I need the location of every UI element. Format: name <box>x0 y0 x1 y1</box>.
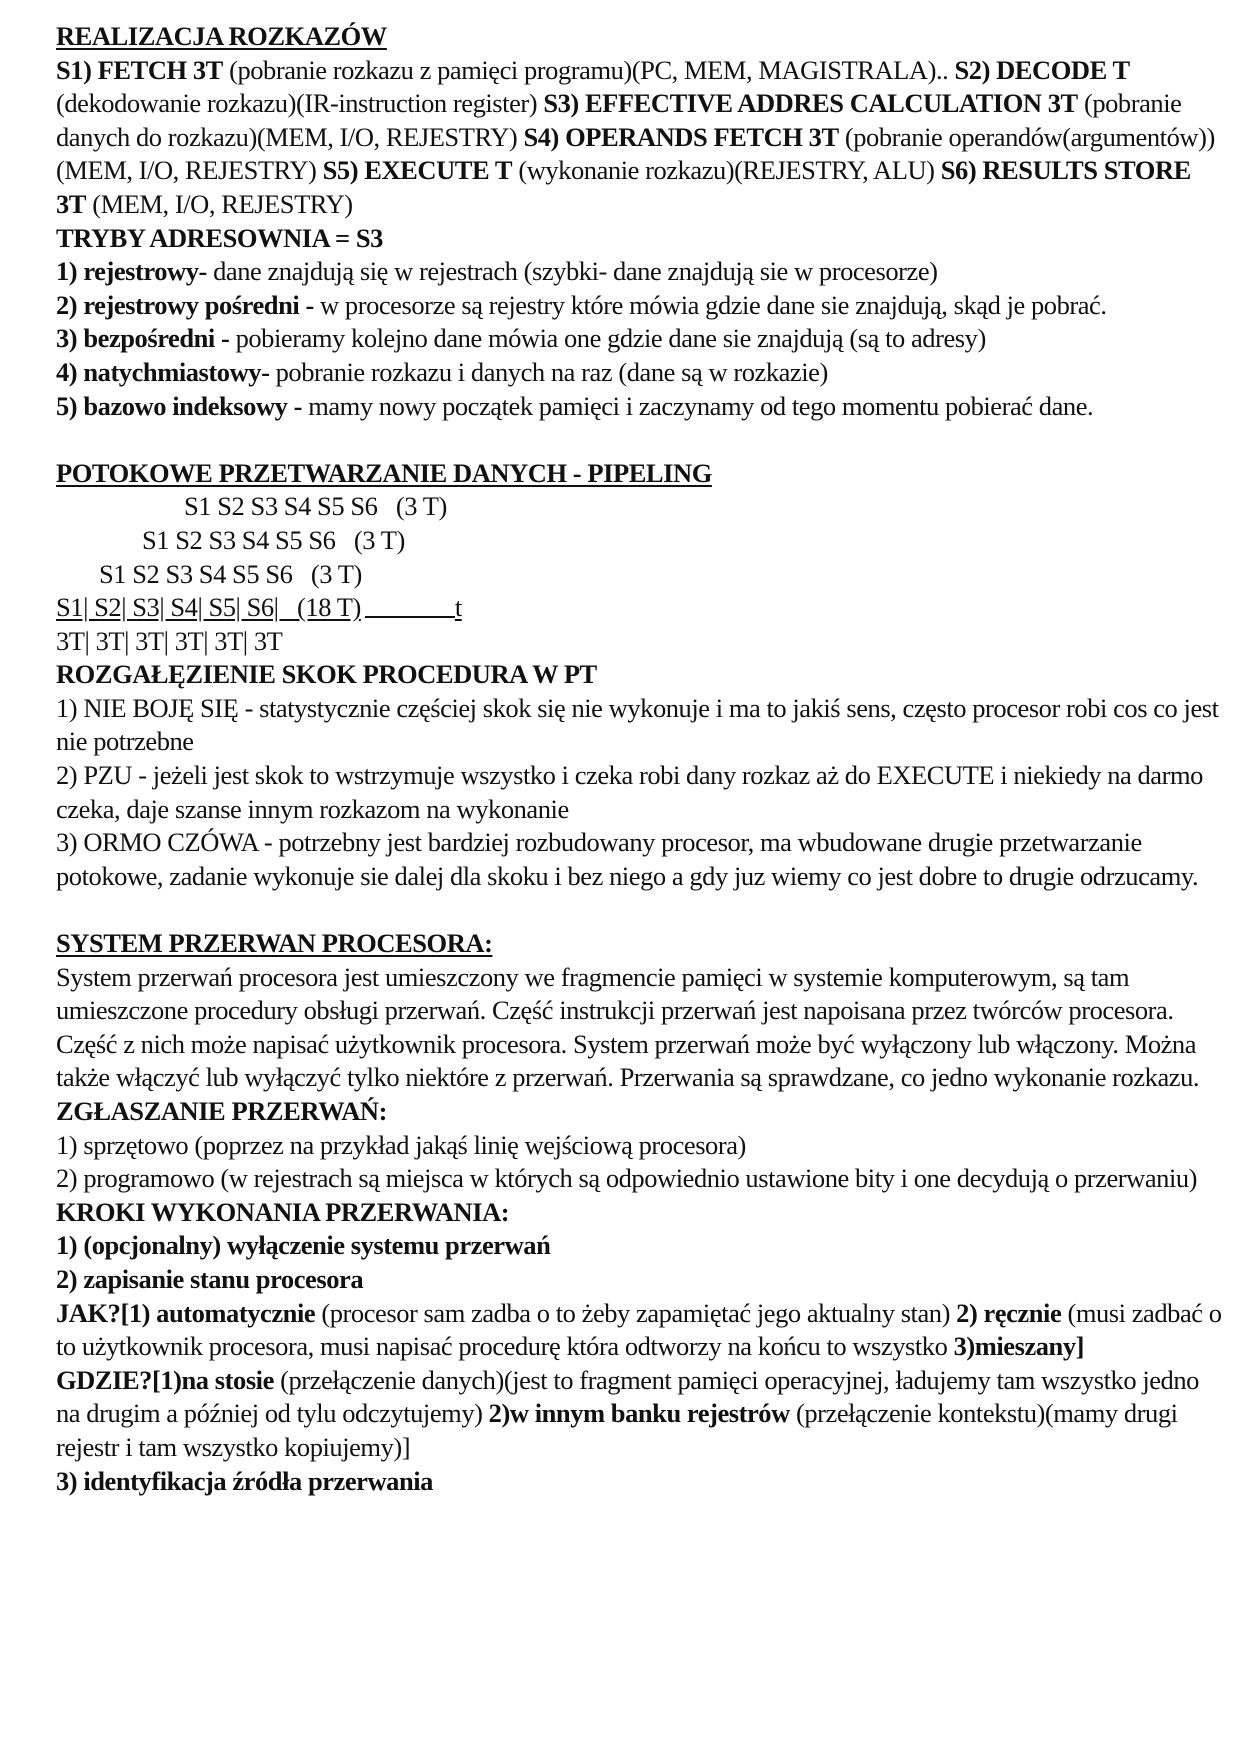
jak-label: 2) ręcznie <box>956 1297 1062 1328</box>
section-title-pipeline: POTOKOWE PRZETWARZANIE DANYCH - PIPELING <box>56 457 712 488</box>
time-axis-line <box>365 616 455 618</box>
jak-text: (musi zadbać o to użytkownik procesora, musi napisać procedurę która odtworzy na końcu to wszystko <box>56 1297 1222 1362</box>
spacer <box>56 893 1226 927</box>
stage-s3-label: S3) EFFECTIVE ADDRES CALCULATION 3T <box>543 88 1078 119</box>
section-title-zglaszanie: ZGŁASZANIE PRZERWAŃ: <box>56 1096 387 1126</box>
step-item: 1) (opcjonalny) wyłączenie systemu przerwań <box>56 1230 551 1261</box>
pipeline-row: S1 S2 S3 S4 S5 S6 (3 T) <box>142 524 405 555</box>
step-item: 2) zapisanie stanu procesora <box>56 1263 364 1294</box>
list-item <box>56 356 1226 390</box>
jak-label: 3)mieszany] <box>953 1331 1085 1362</box>
pipeline-total-text: S1| S2| S3| S4| S5| S6| (18 T) <box>56 592 361 623</box>
cycle-stages-paragraph <box>56 54 1226 222</box>
section-title-branch: ROZGAŁĘZIENIE SKOK PROCEDURA W PT <box>56 659 597 690</box>
stage-s5-label: S5) EXECUTE T <box>322 155 513 186</box>
section-title-realizacja: REALIZACJA ROZKAZÓW <box>56 21 387 51</box>
mode-label: 5) bazowo indeksowy - <box>56 390 303 421</box>
stage-s4-desc: (pobranie operandów(argumentów))(MEM, I/O, REJESTRY) <box>56 121 1215 186</box>
stage-s1-desc: (pobranie rozkazu z pamięci programu)(PC, MEM, MAGISTRALA).. <box>222 54 955 85</box>
gdzie-paragraph <box>56 1364 1226 1465</box>
stage-s4-label: S4) OPERANDS FETCH 3T <box>523 121 839 152</box>
pipeline-row: S1 S2 S3 S4 S5 S6 (3 T) <box>184 491 447 522</box>
gdzie-text: (przełączenie kontekstu)(mamy drugi rejestr i tam wszystko kopiujemy)] <box>56 1398 1178 1462</box>
list-item: 2) PZU - jeżeli jest skok to wstrzymuje wszystko i czeka robi dany rozkaz aż do EXECUTE i niekiedy na darmo czeka, daje szanse innym rozkazom na wykonanie <box>56 760 1203 824</box>
spacer <box>56 423 1226 457</box>
gdzie-label: GDZIE?[1)na stosie <box>56 1364 274 1395</box>
system-paragraph: System przerwań procesora jest umieszczony we fragmencie pamięci w systemie komputerowym, są tam umieszczone procedury obsługi przerwań. Część instrukcji przerwań jest napoisana przez twórców procesora. Część z nich może napisać użytkownik procesora. System przerwań może być wyłączony lub włączony. Można także włączyć lub wyłączyć tylko niektóre z przerwań. Przerwania są sprawdzane, co jedno wykonanie rozkazu. <box>56 961 1200 1093</box>
stage-s1-label: S1) FETCH 3T <box>56 54 223 85</box>
mode-text: pobranie rozkazu i danych na raz (dane są w rozkazie) <box>269 356 828 387</box>
mode-label: 3) bezpośredni - <box>56 323 230 354</box>
document-page <box>56 20 1226 1498</box>
stage-s3-desc: (pobranie danych do rozkazu)(MEM, I/O, REJESTRY) <box>56 88 1182 152</box>
mode-label: 1) rejestrowy- <box>56 256 207 287</box>
stage-s6-label: S6) RESULTS STORE 3T <box>56 155 1191 219</box>
list-item: 1) sprzętowo (poprzez na przykład jakąś linię wejściową procesora) <box>56 1129 746 1160</box>
stage-s2-label: S2) DECODE T <box>954 54 1130 85</box>
mode-text: w procesorze są rejestry które mówia gdzie dane sie znajdują, skąd je pobrać. <box>313 289 1107 320</box>
mode-label: 2) rejestrowy pośredni - <box>56 289 314 320</box>
jak-paragraph <box>56 1297 1226 1364</box>
pipeline-total-row <box>56 591 1226 625</box>
list-item <box>56 289 1226 323</box>
pipeline-time-row: 3T| 3T| 3T| 3T| 3T| 3T <box>56 625 283 656</box>
jak-text: (procesor sam zadba o to żeby zapamiętać jego aktualny stan) <box>315 1297 957 1328</box>
list-item: 3) ORMO CZÓWA - potrzebny jest bardziej rozbudowany procesor, ma wbudowane drugie przetwarzanie potokowe, zadanie wykonuje sie dalej dla skoku i bez niego a gdy juz wiemy co jest dobre to drugie odrzucamy. <box>56 827 1199 891</box>
stage-s6-desc: (MEM, I/O, REJESTRY) <box>86 188 353 219</box>
list-item: 1) NIE BOJĘ SIĘ - statystycznie częściej skok się nie wykonuje i ma to jakiś sens, często procesor robi cos co jest nie potrzebne <box>56 692 1219 757</box>
mode-text: dane znajdują się w rejestrach (szybki- dane znajdują sie w procesorze) <box>206 256 938 287</box>
stage-s5-desc: (wykonanie rozkazu)(REJESTRY, ALU) <box>512 155 941 186</box>
list-item <box>56 390 1226 424</box>
mode-text: pobieramy kolejno dane mówia one gdzie dane sie znajdują (są to adresy) <box>229 323 986 354</box>
jak-label: JAK?[1) automatycznie <box>56 1297 316 1328</box>
gdzie-text: (przełączenie danych)(jest to fragment pamięci operacyjnej, ładujemy tam wszystko jedno na drugim a później od tylu odczytujemy) <box>56 1364 1199 1429</box>
step-item: 3) identyfikacja źródła przerwania <box>56 1465 433 1496</box>
section-title-system: SYSTEM PRZERWAN PROCESORA: <box>56 928 493 959</box>
section-title-tryby: TRYBY ADRESOWNIA = S3 <box>56 222 383 253</box>
stage-s2-desc: (dekodowanie rozkazu)(IR-instruction register) <box>56 88 544 119</box>
list-item <box>56 322 1226 356</box>
gdzie-label: 2)w innym banku rejestrów <box>488 1398 790 1429</box>
mode-label: 4) natychmiastowy- <box>56 356 270 387</box>
pipeline-row: S1 S2 S3 S4 S5 S6 (3 T) <box>99 558 362 589</box>
list-item <box>56 255 1226 289</box>
time-axis-label: t <box>454 592 462 623</box>
mode-text: mamy nowy początek pamięci i zaczynamy od tego momentu pobierać dane. <box>302 390 1094 421</box>
section-title-kroki: KROKI WYKONANIA PRZERWANIA: <box>56 1196 510 1227</box>
list-item: 2) programowo (w rejestrach są miejsca w których są odpowiednio ustawione bity i one decydują o przerwaniu) <box>56 1163 1198 1194</box>
